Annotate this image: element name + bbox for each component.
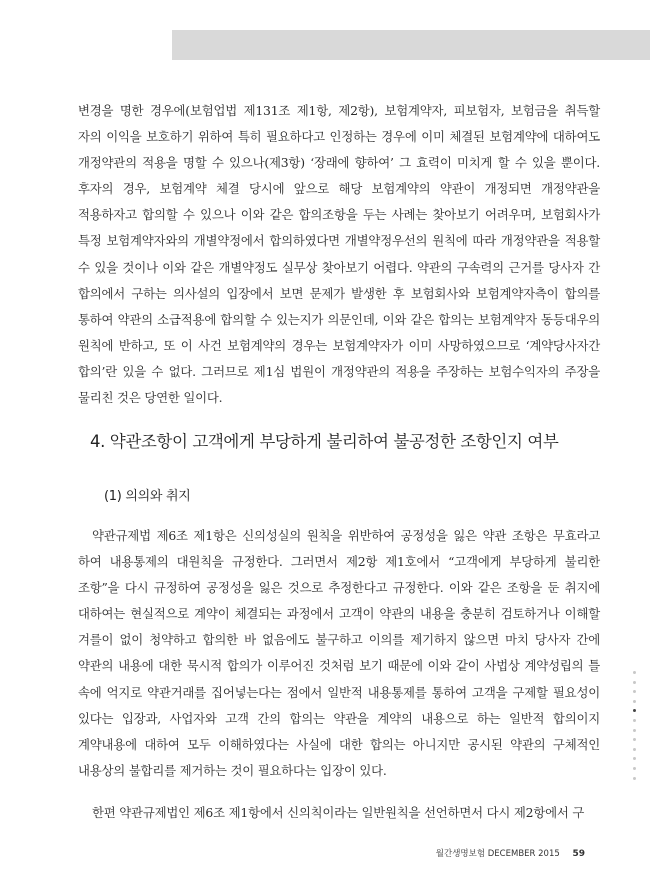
indicator-dot bbox=[633, 719, 636, 722]
indicator-dot bbox=[633, 757, 636, 760]
indicator-dot bbox=[633, 729, 636, 732]
issue-date: DECEMBER 2015 bbox=[487, 849, 560, 859]
body-text-section-2 bbox=[78, 523, 600, 784]
subsection-heading: (1) 의의와 취지 bbox=[104, 489, 191, 504]
page-position-indicator bbox=[633, 671, 637, 786]
indicator-dot bbox=[633, 671, 636, 674]
paragraph: 변경을 명한 경우에(보험업법 제131조 제1항, 제2항), 보험계약자, 피보험자, 보험금을 취득할 자의 이익을 보호하기 위하여 특히 필요하다고 인정하는 경우에 이미 체결된 보험계약에 대하여도 개정약관의 적용을 명할 수 있으나(제3항) ‘장래에 향하여’ 그 효력이 미치게 할 수 있을 뿐이다. 후자의 경우, 보험계약 체결 당시에 앞으로 해당 보험계약의 약관이 개정되면 개정약관을 적용하자고 합의할 수 있으나 이와 같은 합의조항을 두는 사례는 찾아보기 어려우며, 보험회사가 특정 보험계약자와의 개별약정에서 합의하였다면 개별약정우선의 원칙에 따라 개정약관을 적용할 수 있을 것이나 이와 같은 개별약정도 실무상 찾아보기 어렵다. 약관의 구속력의 근거를 당사자 간 합의에서 구하는 의사설의 입장에서 보면 문제가 발생한 후 보험회사와 보험계약자측이 합의를 통하여 약관의 소급적용에 합의할 수 있는지가 의문인데, 이와 같은 합의는 보험계약자 동등대우의 원칙에 반하고, 또 이 사건 보험계약의 경우는 보험계약자가 이미 사망하였으므로 ‘계약당사자간 합의’란 있을 수 없다. 그러므로 제1심 법원이 개정약관의 적용을 주장하는 보험수익자의 주장을 물리친 것은 당연한 일이다. bbox=[78, 103, 600, 406]
indicator-dot bbox=[633, 681, 636, 684]
indicator-dot bbox=[633, 767, 636, 770]
indicator-dot bbox=[633, 777, 636, 780]
body-text-section-3 bbox=[78, 800, 600, 826]
indicator-dot bbox=[633, 748, 636, 751]
indicator-dot bbox=[633, 738, 636, 741]
indicator-dot bbox=[633, 690, 636, 693]
body-text-section-1 bbox=[78, 98, 600, 411]
paragraph: 한편 약관규제법인 제6조 제1항에서 신의칙이라는 일반원칙을 선언하면서 다시 제2항에서 구 bbox=[92, 805, 585, 820]
indicator-dot bbox=[633, 700, 636, 703]
header-band bbox=[172, 30, 650, 60]
magazine-name: 월간생명보험 bbox=[435, 849, 486, 859]
page-number: 59 bbox=[572, 849, 585, 859]
page-footer bbox=[0, 847, 585, 859]
indicator-dot-active bbox=[633, 709, 636, 712]
paragraph: 약관규제법 제6조 제1항은 신의성실의 원칙을 위반하여 공정성을 잃은 약관 조항은 무효라고 하여 내용통제의 대원칙을 규정한다. 그러면서 제2항 제1호에서 “고객에게 부당하게 불리한 조항”을 다시 규정하여 공정성을 잃은 것으로 추정한다고 규정한다. 이와 같은 조항을 둔 취지에 대하여는 현실적으로 계약이 체결되는 과정에서 고객이 약관의 내용을 충분히 검토하거나 이해할 겨를이 없이 청약하고 합의한 바 없음에도 불구하고 이의를 제기하지 않으면 마치 당사자 간에 약관의 내용에 대한 묵시적 합의가 이루어진 것처럼 보기 때문에 이와 같이 사법상 계약성립의 틀 속에 억지로 약관거래를 집어넣는다는 점에서 일반적 내용통제를 통하여 고객을 구제할 필요성이 있다는 입장과, 사업자와 고객 간의 합의는 약관을 계약의 내용으로 하는 일반적 합의이지 계약내용에 대하여 모두 이해하였다는 사실에 대한 합의는 아니지만 공시된 약관의 구체적인 내용상의 불합리를 제거하는 것이 필요하다는 입장이 있다. bbox=[78, 528, 600, 778]
section-heading: 4. 약관조항이 고객에게 부당하게 불리하여 불공정한 조항인지 여부 bbox=[90, 432, 559, 451]
